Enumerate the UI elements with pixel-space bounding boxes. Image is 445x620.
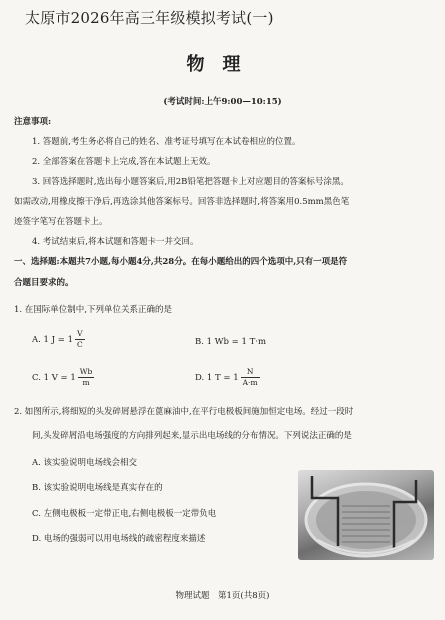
electric-field-photo (298, 470, 434, 560)
question-2-option-c: C. 左侧电极板一定带正电,右侧电极板一定带负电 (32, 509, 217, 519)
option-a-numerator: V (75, 329, 85, 340)
question-2-option-b: B. 该实验说明电场线是真实存在的 (32, 483, 163, 493)
question-1-stem: 1. 在国际单位制中,下列单位关系正确的是 (14, 305, 173, 315)
exam-title: 太原市2026年高三年级模拟考试(一) (25, 9, 274, 27)
question-1-option-d (195, 367, 260, 388)
notice-item-3-cont: 如需改动,用橡皮擦干净后,再选涂其他答案标号。回答非选择题时,将答案用0.5mm黑色笔 (14, 197, 350, 207)
option-d-fraction (241, 367, 260, 388)
option-c-denominator: m (82, 378, 90, 387)
notice-item-2: 2. 全部答案在答题卡上完成,答在本试题上无效。 (32, 157, 216, 167)
notice-item-3-cont2: 迹签字笔写在答题卡上。 (14, 217, 108, 227)
question-2-option-d: D. 电场的强弱可以用电场线的疏密程度来描述 (32, 534, 206, 544)
notice-item-1: 1. 答题前,考生务必将自己的姓名、准考证号填写在本试卷相应的位置。 (32, 137, 301, 147)
notice-item-4: 4. 考试结束后,将本试题和答题卡一并交回。 (32, 237, 199, 247)
option-c-fraction (78, 367, 95, 388)
option-a-fraction (75, 329, 85, 350)
question-2-option-a: A. 该实验说明电场线会相交 (32, 458, 138, 468)
exam-time: (考试时间:上午9:00—10:15) (163, 97, 282, 107)
option-c-prefix: C. 1 V = 1 (32, 373, 76, 383)
electric-field-photo-illustration (298, 470, 434, 560)
option-a-denominator: C (77, 340, 83, 349)
option-a-prefix: A. 1 J = 1 (32, 335, 73, 345)
question-2-stem-cont: 间,头发碎屑沿电场强度的方向排列起来,显示出电场线的分布情况。下列说法正确的是 (32, 431, 352, 441)
option-d-prefix: D. 1 T = 1 (195, 373, 239, 383)
question-1-option-c (32, 367, 94, 388)
option-d-numerator: N (241, 367, 260, 378)
notice-item-3: 3. 回答选择题时,选出每小题答案后,用2B铅笔把答题卡上对应题目的答案标号涂黑。 (32, 177, 349, 187)
subject-title: 物理 (186, 54, 259, 75)
option-c-numerator: Wb (79, 367, 93, 376)
page-footer: 物理试题 第1页(共8页) (175, 591, 270, 601)
question-1-option-b: B. 1 Wb = 1 T·m (195, 337, 267, 347)
question-2-stem: 2. 如图所示,将细短的头发碎屑悬浮在蓖麻油中,在平行电极板间施加恒定电场。经过一段时 (14, 407, 354, 417)
question-1-option-a (32, 329, 85, 350)
notice-heading: 注意事项: (14, 117, 52, 127)
section-1-heading: 一、选择题:本题共7小题,每小题4分,共28分。在每小题给出的四个选项中,只有一项是符 (14, 257, 348, 267)
section-1-heading-cont: 合题目要求的。 (14, 278, 74, 288)
option-d-denominator: A·m (242, 378, 258, 387)
